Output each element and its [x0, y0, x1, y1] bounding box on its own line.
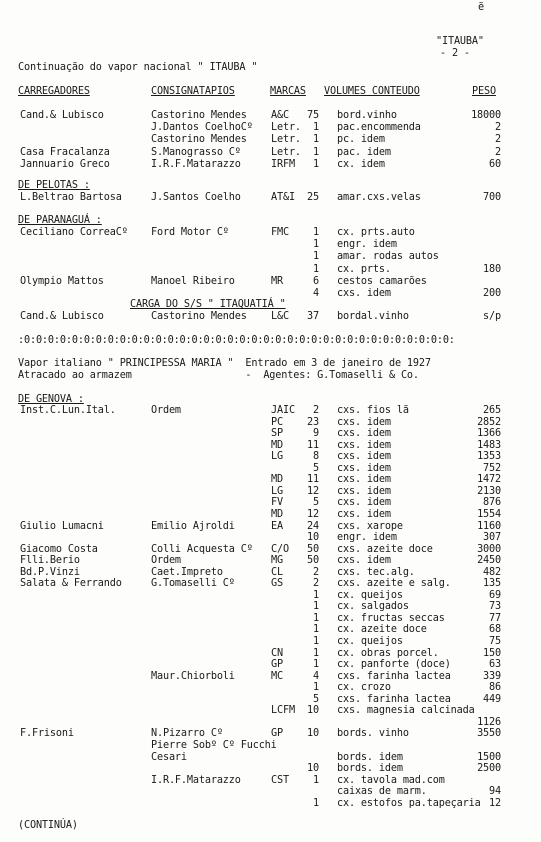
vessel-tag: "ITAUBA": [436, 36, 484, 47]
weight-cell: 18000: [471, 110, 501, 121]
weight-cell: 876: [483, 497, 501, 509]
quantity-cell: 1: [313, 636, 319, 647]
consignee-cell: Maur.Chiorboli: [151, 670, 235, 682]
vessel-line-1: Vapor italiano " PRINCIPESSA MARIA " Entrado em 3 de janeiro de 1927: [18, 358, 431, 369]
mark-cell: LG: [271, 485, 283, 497]
quantity-cell: 1: [313, 797, 319, 809]
content-cell: cxs. idem: [337, 451, 391, 463]
shipper-cell: Giulio Lumacni: [20, 520, 104, 532]
quantity-cell: 2: [313, 566, 319, 578]
consignee-cell: Caet.Impreto: [151, 566, 223, 578]
vessel-line-2: Atracado ao armazem - Agentes: G.Tomaselli & Co.: [18, 370, 419, 381]
quantity-cell: 25: [307, 192, 319, 203]
consignee-cell: Cesari: [151, 751, 187, 763]
content-cell: cxs. idem: [337, 462, 391, 474]
quantity-cell: 1: [313, 227, 319, 238]
weight-cell: 482: [483, 566, 501, 578]
content-cell: cx. obras porcel.: [337, 647, 439, 659]
content-cell: cx. crozo: [337, 682, 391, 694]
consignee-cell: J.Santos Coelho: [151, 192, 241, 203]
content-cell: cx. prts.auto: [337, 227, 415, 238]
mark-cell: MC: [271, 670, 283, 682]
consignee-cell: I.R.F.Matarazzo: [151, 774, 241, 786]
content-cell: bords. idem: [337, 763, 403, 775]
consignee-cell: N.Pizarro Cº: [151, 728, 223, 740]
col-header-consignees: CONSIGNATAPIOS: [151, 86, 235, 97]
consignee-cell: Manoel Ribeiro: [151, 275, 235, 287]
consignee-cell: Colli Acquesta Cº: [151, 543, 253, 555]
quantity-cell: 1: [313, 251, 319, 263]
shipper-cell: Ceciliano CorreaCº: [20, 227, 128, 238]
quantity-cell: 4: [313, 288, 319, 299]
shipper-cell: Flli.Berio: [20, 555, 80, 567]
mark-cell: GP: [271, 728, 283, 740]
weight-cell: 1366: [477, 428, 501, 440]
content-cell: cxs. idem: [337, 288, 391, 299]
quantity-cell: 1: [313, 158, 319, 170]
continuation-heading: Continuação do vapor nacional " ITAUBA ": [18, 62, 258, 73]
quantity-cell: 11: [307, 439, 319, 451]
content-cell: cx. prts.: [337, 263, 391, 275]
weight-cell: 2: [495, 122, 501, 134]
content-cell: cestos camarões: [337, 275, 427, 287]
shipper-cell: L.Beltrao Bartosa: [20, 192, 122, 203]
quantity-cell: 5: [313, 462, 319, 474]
weight-cell: 2450: [477, 555, 501, 567]
shipper-cell: Olympio Mattos: [20, 275, 104, 287]
mark-cell: GP: [271, 659, 283, 671]
mark-cell: EA: [271, 520, 283, 532]
weight-cell: 12: [489, 797, 501, 809]
weight-cell: 60: [489, 158, 501, 170]
content-cell: cxs. idem: [337, 497, 391, 509]
quantity-cell: 4: [313, 670, 319, 682]
weight-cell: 69: [489, 589, 501, 601]
weight-cell: 94: [489, 786, 501, 798]
mark-cell: CN: [271, 647, 283, 659]
separator-line: :0:0:0:0:0:0:0:0:0:0:0:0:0:0:0:0:0:0:0:0:0:0:0:0:0:0:0:0:0:0:0:0:0:0:0:0:: [18, 335, 455, 346]
consignee-cell: G.Tomaselli Cº: [151, 578, 235, 590]
quantity-cell: 12: [307, 508, 319, 520]
quantity-cell: 50: [307, 543, 319, 555]
mark-cell: PC: [271, 416, 283, 428]
content-cell: cxs. farinha lactea: [337, 693, 451, 705]
content-cell: cx. estofos pa.tapeçaria: [337, 797, 481, 809]
weight-cell: 1500: [477, 751, 501, 763]
content-cell: pac. idem: [337, 146, 391, 158]
quantity-cell: 10: [307, 728, 319, 740]
content-cell: cxs. idem: [337, 555, 391, 567]
mark-cell: AT&I: [271, 192, 295, 203]
weight-cell: 449: [483, 693, 501, 705]
shipper-cell: Bd.P.Vinzi: [20, 566, 80, 578]
quantity-cell: 9: [313, 428, 319, 440]
section-heading-genova: DE GENOVA :: [18, 394, 84, 405]
mark-cell: MD: [271, 508, 283, 520]
quantity-cell: 1: [313, 134, 319, 146]
quantity-cell: 1: [313, 612, 319, 624]
continues-note: (CONTINÚA): [18, 820, 78, 831]
mark-cell: C/O: [271, 543, 289, 555]
mark-cell: L&C: [271, 311, 289, 322]
weight-cell: 3550: [477, 728, 501, 740]
content-cell: pc. idem: [337, 134, 385, 146]
weight-cell: 265: [483, 405, 501, 416]
quantity-cell: 50: [307, 555, 319, 567]
col-header-shippers: CARREGADORES: [18, 86, 90, 97]
content-cell: caixas de marm.: [337, 786, 427, 798]
section-heading-pelotas: DE PELOTAS :: [18, 180, 90, 191]
consignee-cell: Castorino Mendes: [151, 311, 247, 322]
consignee-cell: J.Dantos CoelhoCº: [151, 122, 253, 134]
quantity-cell: 8: [313, 451, 319, 463]
quantity-cell: 1: [313, 122, 319, 134]
shipper-cell: Cand.& Lubisco: [20, 110, 104, 121]
weight-cell: 135: [483, 578, 501, 590]
mark-cell: Letr.: [271, 146, 301, 158]
mark-cell: MG: [271, 555, 283, 567]
weight-cell: 180: [483, 263, 501, 275]
weight-cell: 1472: [477, 474, 501, 486]
mark-cell: Letr.: [271, 134, 301, 146]
content-cell: cxs. idem: [337, 508, 391, 520]
content-cell: bords. vinho: [337, 728, 409, 740]
weight-cell: 68: [489, 624, 501, 636]
quantity-cell: 1: [313, 263, 319, 275]
quantity-cell: 6: [313, 275, 319, 287]
content-cell: cx. queijos: [337, 636, 403, 647]
page-number: - 2 -: [440, 48, 470, 59]
shipper-cell: Cand.& Lubisco: [20, 311, 104, 322]
content-cell: cx. tavola mad.com: [337, 774, 445, 786]
mark-cell: MD: [271, 474, 283, 486]
mark-cell: A&C: [271, 110, 289, 121]
mark-cell: GS: [271, 578, 283, 590]
quantity-cell: 2: [313, 578, 319, 590]
shipper-cell: Salata & Ferrando: [20, 578, 122, 590]
weight-cell: 700: [483, 192, 501, 203]
weight-cell: 2852: [477, 416, 501, 428]
content-cell: engr. idem: [337, 532, 397, 544]
quantity-cell: 12: [307, 485, 319, 497]
consignee-cell: S.Manograsso Cº: [151, 146, 241, 158]
shipper-cell: Casa Fracalanza: [20, 146, 110, 158]
mark-cell: LG: [271, 451, 283, 463]
col-header-marks: MARCAS: [270, 86, 306, 97]
weight-cell: 63: [489, 659, 501, 671]
mark-cell: CST: [271, 774, 289, 786]
mark-cell: FMC: [271, 227, 289, 238]
weight-cell: 2: [495, 146, 501, 158]
shipper-cell: Jannuario Greco: [20, 158, 110, 170]
mark-cell: Letr.: [271, 122, 301, 134]
quantity-cell: 10: [307, 763, 319, 775]
weight-cell: 2500: [477, 763, 501, 775]
quantity-cell: 5: [313, 497, 319, 509]
quantity-cell: 1: [313, 589, 319, 601]
mark-cell: CL: [271, 566, 283, 578]
content-cell: amar. rodas autos: [337, 251, 439, 263]
quantity-cell: 5: [313, 693, 319, 705]
content-cell: cxs. idem: [337, 485, 391, 497]
weight-cell: 150: [483, 647, 501, 659]
content-cell: cxs. fios lã: [337, 405, 409, 416]
content-cell: bords. idem: [337, 751, 403, 763]
weight-cell: 1160: [477, 520, 501, 532]
section-heading-itaquatia: CARGA DO S/S " ITAQUATIÁ ": [130, 299, 286, 310]
consignee-cell: Ordem: [151, 405, 181, 416]
quantity-cell: 10: [307, 705, 319, 717]
content-cell: cxs. xarope: [337, 520, 403, 532]
weight-cell: 1554: [477, 508, 501, 520]
weight-cell: 1483: [477, 439, 501, 451]
weight-cell: 2130: [477, 485, 501, 497]
quantity-cell: 37: [307, 311, 319, 322]
consignee-cell: Castorino Mendes: [151, 110, 247, 121]
content-cell: cxs. idem: [337, 428, 391, 440]
corner-mark: ẽ: [478, 2, 484, 13]
mark-cell: FV: [271, 497, 283, 509]
content-cell: bord.vinho: [337, 110, 397, 121]
section-heading-paranagua: DE PARANAGUÁ :: [18, 215, 102, 226]
mark-cell: JAIC: [271, 405, 295, 416]
weight-cell: 1126: [477, 716, 501, 728]
quantity-cell: 1: [313, 239, 319, 251]
shipper-cell: Giacomo Costa: [20, 543, 98, 555]
weight-cell: 3000: [477, 543, 501, 555]
content-cell: cxs. idem: [337, 416, 391, 428]
consignee-cell: Pierre Sobº Cº Fucchi: [151, 739, 277, 751]
weight-cell: 86: [489, 682, 501, 694]
weight-cell: 75: [489, 636, 501, 647]
quantity-cell: 2: [313, 405, 319, 416]
quantity-cell: 24: [307, 520, 319, 532]
weight-cell: 307: [483, 532, 501, 544]
quantity-cell: 1: [313, 146, 319, 158]
consignee-cell: Castorino Mendes: [151, 134, 247, 146]
mark-cell: LCFM: [271, 705, 295, 717]
content-cell: cx. panforte (doce): [337, 659, 451, 671]
quantity-cell: 1: [313, 624, 319, 636]
weight-cell: s/p: [483, 311, 501, 322]
quantity-cell: 1: [313, 682, 319, 694]
quantity-cell: 10: [307, 532, 319, 544]
col-header-volumes: VOLUMES CONTEUDO: [324, 86, 420, 97]
consignee-cell: I.R.F.Matarazzo: [151, 158, 241, 170]
weight-cell: 77: [489, 612, 501, 624]
weight-cell: 73: [489, 601, 501, 613]
content-cell: cxs. magnesia calcinada: [337, 705, 475, 717]
content-cell: cxs. tec.alg.: [337, 566, 415, 578]
content-cell: cx. fructas seccas: [337, 612, 445, 624]
mark-cell: MD: [271, 439, 283, 451]
weight-cell: 1353: [477, 451, 501, 463]
content-cell: engr. idem: [337, 239, 397, 251]
content-cell: bordal.vinho: [337, 311, 409, 322]
shipper-cell: Inst.C.Lun.Ital.: [20, 405, 116, 416]
content-cell: amar.cxs.velas: [337, 192, 421, 203]
weight-cell: 200: [483, 288, 501, 299]
mark-cell: IRFM: [271, 158, 295, 170]
content-cell: cxs. azeite e salg.: [337, 578, 451, 590]
content-cell: cx. queijos: [337, 589, 403, 601]
content-cell: cx. azeite doce: [337, 624, 427, 636]
quantity-cell: 23: [307, 416, 319, 428]
consignee-cell: Emilio Ajroldi: [151, 520, 235, 532]
content-cell: cxs. farinha lactea: [337, 670, 451, 682]
col-header-weight: PESO: [472, 86, 496, 97]
content-cell: cx. salgados: [337, 601, 409, 613]
content-cell: cxs. idem: [337, 474, 391, 486]
shipper-cell: F.Frisoni: [20, 728, 74, 740]
quantity-cell: 1: [313, 659, 319, 671]
quantity-cell: 1: [313, 774, 319, 786]
weight-cell: 339: [483, 670, 501, 682]
quantity-cell: 11: [307, 474, 319, 486]
mark-cell: SP: [271, 428, 283, 440]
weight-cell: 752: [483, 462, 501, 474]
content-cell: pac.encommenda: [337, 122, 421, 134]
quantity-cell: 75: [307, 110, 319, 121]
consignee-cell: Ordem: [151, 555, 181, 567]
mark-cell: MR: [271, 275, 283, 287]
quantity-cell: 1: [313, 647, 319, 659]
content-cell: cxs. azeite doce: [337, 543, 433, 555]
quantity-cell: 1: [313, 601, 319, 613]
content-cell: cxs. idem: [337, 439, 391, 451]
content-cell: cx. idem: [337, 158, 385, 170]
consignee-cell: Ford Motor Cº: [151, 227, 229, 238]
weight-cell: 2: [495, 134, 501, 146]
